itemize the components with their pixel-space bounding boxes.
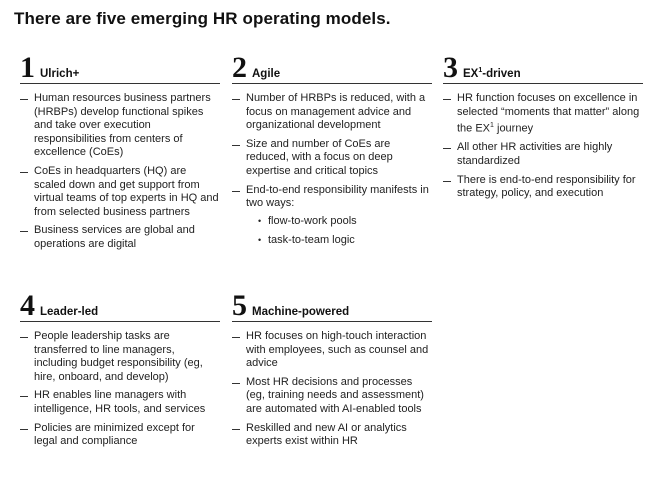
list-item: HR focuses on high-touch interaction with employees, such as counsel and advice <box>232 330 432 371</box>
list-item-text: HR function focuses on excellence in selected “moments that matter” along the EX <box>457 92 640 135</box>
model-name-suffix: -driven <box>482 68 521 80</box>
model-item-list <box>20 92 220 252</box>
list-item: Number of HRBPs is reduced, with a focus on management advice and organizational development <box>232 92 432 133</box>
model-header <box>232 53 432 84</box>
model-item-list <box>232 330 432 449</box>
model-name <box>463 67 521 80</box>
model-name: Agile <box>252 68 281 80</box>
footnote-marker: 1 <box>478 67 483 75</box>
model-number: 1 <box>20 51 35 84</box>
model-ulrich-plus <box>20 53 220 257</box>
model-name: Leader-led <box>40 306 99 318</box>
list-item: Size and number of CoEs are reduced, with a focus on deep expertise and critical topics <box>232 138 432 179</box>
list-item: Reskilled and new AI or analytics experts exist within HR <box>232 422 432 449</box>
model-header <box>20 291 220 322</box>
model-number: 5 <box>232 289 247 322</box>
list-item: Policies are minimized except for legal and compliance <box>20 422 220 449</box>
model-ex-driven <box>443 53 643 206</box>
model-number: 4 <box>20 289 35 322</box>
list-item-suffix: journey <box>493 122 534 135</box>
list-item: Human resources business partners (HRBPs) develop functional spikes and take over execution responsibilities from centers of excellence (CoEs) <box>20 92 220 160</box>
list-item <box>443 92 643 136</box>
model-name: Machine-powered <box>252 306 350 318</box>
list-item: People leadership tasks are transferred to line managers, including budget responsibility (eg, hire, onboard, and develop) <box>20 330 220 384</box>
list-item: Business services are global and operations are digital <box>20 224 220 251</box>
sub-item: • flow-to-work pools <box>246 215 432 229</box>
list-item: Most HR decisions and processes (eg, training needs and assessment) are automated with AI-enabled tools <box>232 376 432 417</box>
model-agile <box>232 53 432 254</box>
model-name-text: EX <box>463 68 479 80</box>
list-item: HR enables line managers with intelligence, HR tools, and services <box>20 389 220 416</box>
model-machine-powered <box>232 291 432 454</box>
list-item <box>232 184 432 248</box>
model-header <box>443 53 643 84</box>
model-number: 3 <box>443 51 458 84</box>
model-header <box>232 291 432 322</box>
list-item: There is end-to-end responsibility for strategy, policy, and execution <box>443 174 643 201</box>
model-number: 2 <box>232 51 247 84</box>
page-title: There are five emerging HR operating models. <box>14 9 391 28</box>
model-item-list <box>20 330 220 449</box>
list-item: CoEs in headquarters (HQ) are scaled down and get support from virtual teams of top experts in HQ and from selected business partners <box>20 165 220 219</box>
model-item-list <box>443 92 643 201</box>
model-header <box>20 53 220 84</box>
sub-item-list <box>246 215 432 248</box>
model-leader-led <box>20 291 220 454</box>
sub-item: • task-to-team logic <box>246 234 432 248</box>
footnote-marker: 1 <box>490 122 494 130</box>
model-item-list <box>232 92 432 248</box>
model-name: Ulrich+ <box>40 68 80 80</box>
list-item-text: End-to-end responsibility manifests in two ways: <box>246 183 429 210</box>
list-item: All other HR activities are highly standardized <box>443 141 643 168</box>
